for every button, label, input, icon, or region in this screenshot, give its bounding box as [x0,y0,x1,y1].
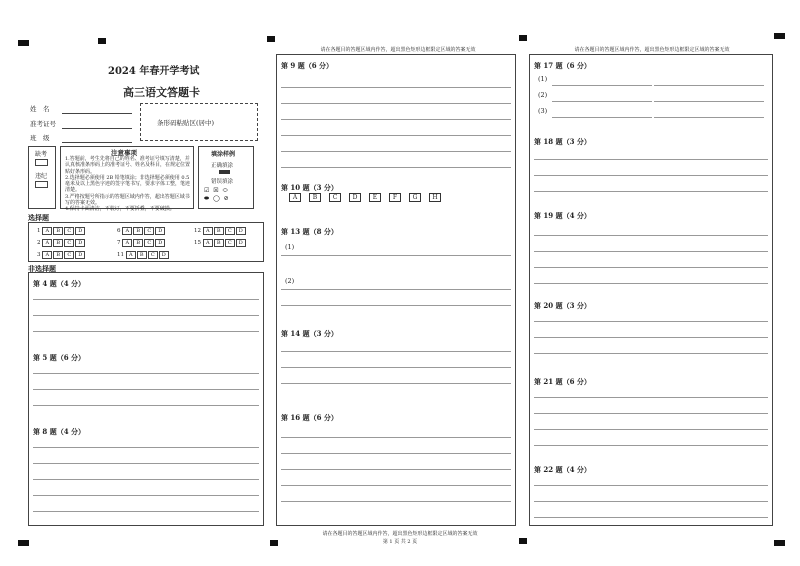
header-notice-middle: 请在各题目的答题区域内作答，超出黑色矩形边框限定区域的答案无效 [320,47,476,53]
q14-title: 第 14 题（3 分） [281,329,338,338]
q10-option-g[interactable]: G [409,193,421,202]
registration-mark [519,35,527,41]
q20-title: 第 20 题（3 分） [534,301,591,310]
q10-title: 第 10 题（3 分） [281,183,338,192]
registration-mark [18,540,29,546]
choice-row[interactable]: 11 A B C D [117,251,170,259]
wrong-fill-samples-icon: ⬬ ◯ ⊘ [204,195,230,202]
notice-list [65,156,193,213]
q10-option-d[interactable]: D [349,193,361,202]
card-title: 高三语文答题卡 [123,86,200,99]
choice-row[interactable]: 12 A B C D [194,227,247,235]
violation-label: 违纪 [35,173,48,180]
q4-title: 第 4 题（4 分） [33,279,86,288]
fill-example-title: 填涂样例 [211,151,236,158]
choice-row[interactable]: 7 A B C D [117,239,166,247]
barcode-label: 条形码粘贴区(居中) [157,119,215,127]
choice-row[interactable]: 1 A B C D [37,227,86,235]
name-label: 姓 名 [30,105,50,113]
registration-mark [774,540,785,546]
notice-item: 1.答题前，考生先将自己的姓名、准考证号填写清楚，并认真核准条形码上的准考证号、姓名及科目，在规定位置贴好条形码。 [65,156,191,175]
q17-sub-3: (3) [538,107,548,115]
wrong-fill-samples-icon: ☑ ☒ ⬭ [204,187,229,194]
q13-sub-1: (1) [285,243,295,251]
answer-area-left[interactable] [28,272,264,526]
answer-area-right[interactable] [529,54,773,526]
q10-option-h[interactable]: H [429,193,441,202]
page-number: 第 1 页 共 2 页 [382,539,418,545]
exam-title: 2024 年春开学考试 [108,66,200,77]
exam-id-label: 准考证号 [30,120,56,128]
absent-box [28,146,56,209]
q10-option-b[interactable]: B [309,193,321,202]
correct-fill-sample [219,170,230,174]
wrong-fill-label: 错误填涂 [211,179,234,185]
q21-title: 第 21 题（6 分） [534,377,591,386]
q10-option-f[interactable]: F [389,193,401,202]
q19-title: 第 19 题（4 分） [534,211,591,220]
q16-title: 第 16 题（6 分） [281,413,338,422]
nonchoice-section-title: 非选择题 [28,264,56,273]
notice-item: 2.选择题必须使用 2B 铅笔填涂；非选择题必须使用 0.5 毫米及以上黑色字迹的签字笔书写，要求字体工整，笔迹清楚。 [65,174,191,194]
registration-mark [98,38,106,44]
q9-title: 第 9 题（6 分） [281,61,334,70]
absent-checkbox[interactable] [35,159,48,166]
choice-grid [28,222,264,262]
q17-sub-2: (2) [538,91,548,99]
answer-area-middle[interactable] [276,54,516,526]
name-field[interactable] [62,113,132,114]
registration-mark [267,36,275,42]
q17-title: 第 17 题（6 分） [534,61,591,70]
q18-title: 第 18 题（3 分） [534,137,591,146]
footer-notice: 请在各题目的答题区域内作答，超出黑色矩形边框限定区域的答案无效 [322,531,478,537]
notice-item: 4.保持卡面清洁，不装订，不要折叠，不要破损。 [65,206,175,213]
violation-checkbox[interactable] [35,181,48,188]
registration-mark [519,538,527,544]
choice-row[interactable]: 2 A B C D [37,239,86,247]
notice-title: 注意事项 [111,149,137,157]
fill-example-box [198,146,254,209]
notice-item: 3.严格按题号所指示的答题区域内作答，超出答题区域书写的答案无效。 [65,193,190,207]
q8-title: 第 8 题（4 分） [33,427,86,436]
barcode-area [140,103,258,141]
header-notice-right: 请在各题目的答题区域内作答，超出黑色矩形边框限定区域的答案无效 [574,47,730,53]
registration-mark [18,40,29,46]
registration-mark [774,33,785,39]
class-label: 班 级 [30,134,50,142]
q22-title: 第 22 题（4 分） [534,465,591,474]
registration-mark [270,540,278,546]
absent-label: 缺考 [35,151,48,158]
exam-id-field[interactable] [62,128,132,129]
q17-sub-1: (1) [538,75,548,83]
choice-row[interactable]: 15 A B C D [194,239,247,247]
choice-row[interactable]: 6 A B C D [117,227,166,235]
q10-option-e[interactable]: E [369,193,381,202]
choice-row[interactable]: 3 A B C D [37,251,86,259]
q10-option-a[interactable]: A [289,193,301,202]
q13-title: 第 13 题（8 分） [281,227,338,236]
q5-title: 第 5 题（6 分） [33,353,86,362]
notice-box [60,146,194,213]
choice-section-title: 选择题 [28,213,49,222]
class-field[interactable] [62,142,132,143]
q13-sub-2: (2) [285,277,295,285]
correct-fill-label: 正确填涂 [211,163,234,169]
q10-option-c[interactable]: C [329,193,341,202]
